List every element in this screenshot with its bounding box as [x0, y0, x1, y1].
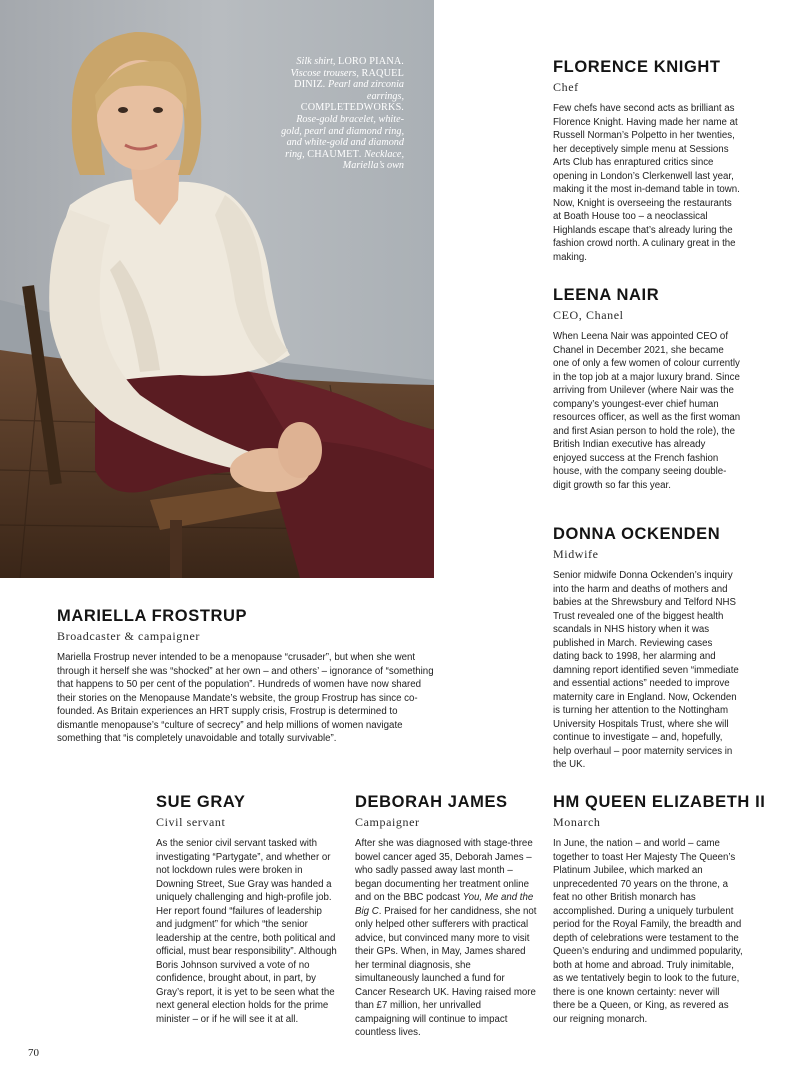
profile-body	[355, 837, 537, 1040]
podcast-title: You, Me and the Big C	[355, 892, 534, 917]
profile-name: MARIELLA FROSTRUP	[57, 607, 248, 625]
profile-role: Broadcaster & campaigner	[57, 629, 201, 643]
profile-role: Campaigner	[355, 815, 420, 829]
credit-brand: COMPLETEDWORKS	[300, 102, 402, 114]
body-text: After she was diagnosed with stage-three bowel cancer aged 35, Deborah James – who sadly passed away last month – began documenting her treatment online and on the BBC podcast	[355, 838, 533, 903]
profile-role: Chef	[553, 80, 579, 94]
credit-text: . Pearl and zirconia earrings,	[322, 79, 404, 102]
credit-text: . Rose-gold bracelet, white-gold, pearl and diamond ring, and white-gold and diamond ring,	[281, 102, 404, 160]
profile-leena-nair	[553, 285, 741, 492]
profile-name: FLORENCE KNIGHT	[553, 58, 721, 76]
credit-brand: RAQUEL DINIZ	[294, 67, 404, 91]
credit-text: . Necklace, Mariella’s own	[342, 148, 404, 172]
profile-name: DEBORAH JAMES	[355, 793, 508, 811]
profile-body: As the senior civil servant tasked with investigating “Partygate”, and whether or not lockdown rules were broken in Downing Street, Sue Gray was handed a uniquely challenging and high-profile job. Her report found “failures of leadership and judgment” for which “the senior leadership at the centre, both political and official, must bear responsibility”. Although Boris Johnson survived a vote of no confidence, brought about, in part, by Gray’s report, it is yet to be seen what the next general election holds for the prime minister – or if he will see it at all.	[156, 838, 337, 1025]
profile-donna-ockenden	[553, 524, 741, 772]
profile-body: Few chefs have second acts as brilliant as Florence Knight. Having made her name at Russell Norman’s Polpetto in her twenties, her deceptively simple menu at Sessions Arts Club has enraptured critics since opening in London’s Clerkenwell last year, making it the most in-demand table in town. Now, Knight is overseeing the restaurants at Boath House too – a neoclassical Highlands escape that’s already luring the fashion crowd north. A culinary great in the making.	[553, 103, 740, 263]
profile-sue-gray	[156, 792, 338, 1026]
profile-role: CEO, Chanel	[553, 308, 624, 322]
profile-mariella-frostrup	[57, 606, 437, 746]
profile-role: Monarch	[553, 815, 601, 829]
profile-florence-knight	[553, 57, 741, 264]
page-number: 70	[28, 1047, 39, 1059]
photo-credit	[276, 56, 404, 172]
profile-name: SUE GRAY	[156, 793, 246, 811]
profile-queen-elizabeth	[553, 792, 766, 1026]
credit-brand: LORO PIANA	[338, 56, 402, 67]
profile-deborah-james	[355, 792, 537, 1040]
profile-role: Midwife	[553, 547, 599, 561]
profile-body: Mariella Frostrup never intended to be a menopause “crusader”, but when she went through it herself she was “shocked” at her own – and others’ – ignorance of “something that happens to 50 per cent of the population”. Hundreds of women have now shared their stories on the Menopause Mandate’s website, the group Frostrup has since co-founded. As Britain experiences an HRT supply crisis, Frostrup is determined to dismantle menopause’s “culture of secrecy” and help millions of women navigate something that “is completely unavoidable and totally survivable”.	[57, 652, 434, 744]
profile-name: HM QUEEN ELIZABETH II	[553, 793, 766, 811]
credit-text: Silk shirt,	[296, 56, 339, 67]
credit-brand: CHAUMET	[307, 148, 360, 160]
profile-name: LEENA NAIR	[553, 286, 660, 304]
body-text: . Praised for her candidness, she not only helped other sufferers with practical advice, but convinced many more to visit their GPs. When, in May, James shared her terminal diagnosis, she simultaneously launched a fund for Cancer Research UK. Having raised more than £7 million, her unrivalled campaigning will continue to impact countless lives.	[355, 905, 537, 1038]
profile-name: DONNA OCKENDEN	[553, 525, 721, 543]
profile-body: When Leena Nair was appointed CEO of Chanel in December 2021, she became one of only a few women of colour currently in the top job at a major luxury brand. Since arriving from Unilever (where Nair was the company’s youngest-ever chief human resources officer, as well as the first woman and first Asian person to hold the role), the British Indian executive has already enjoyed success at the French fashion house, with the company seeing double-digit growth so far this year.	[553, 331, 741, 491]
profile-body: Senior midwife Donna Ockenden’s inquiry into the harm and deaths of mothers and babies at the Shrewsbury and Telford NHS Trust revealed one of the biggest health scandals in NHS history when it was published in March. Reviewing cases dating back to 1998, her alarming and damning report identified seven “immediate and essential actions” needed to improve maternity care in England. Now, Ockenden is turning her attention to the Nottingham University Hospitals Trust, where she will continue to investigate – and, hopefully, help overhaul – poor maternity services in the UK.	[553, 570, 739, 770]
portrait-photo	[0, 0, 434, 578]
profile-role: Civil servant	[156, 815, 226, 829]
credit-text: . Viscose trousers,	[290, 56, 404, 79]
profile-body: In June, the nation – and world – came together to toast Her Majesty The Queen’s Platinum Jubilee, which marked an unprecedented 70 years on the throne, a feat no other British monarch has accomplished. During a uniquely turbulent period for the Royal Family, the breadth and depth of celebrations were testament to the Queen’s enduring and undimmed popularity, both at home and abroad. Truly inimitable, as we tentatively begin to look to the future, there is one known certainty: never will there be a Queen, or King, as revered as our reigning monarch.	[553, 838, 743, 1025]
